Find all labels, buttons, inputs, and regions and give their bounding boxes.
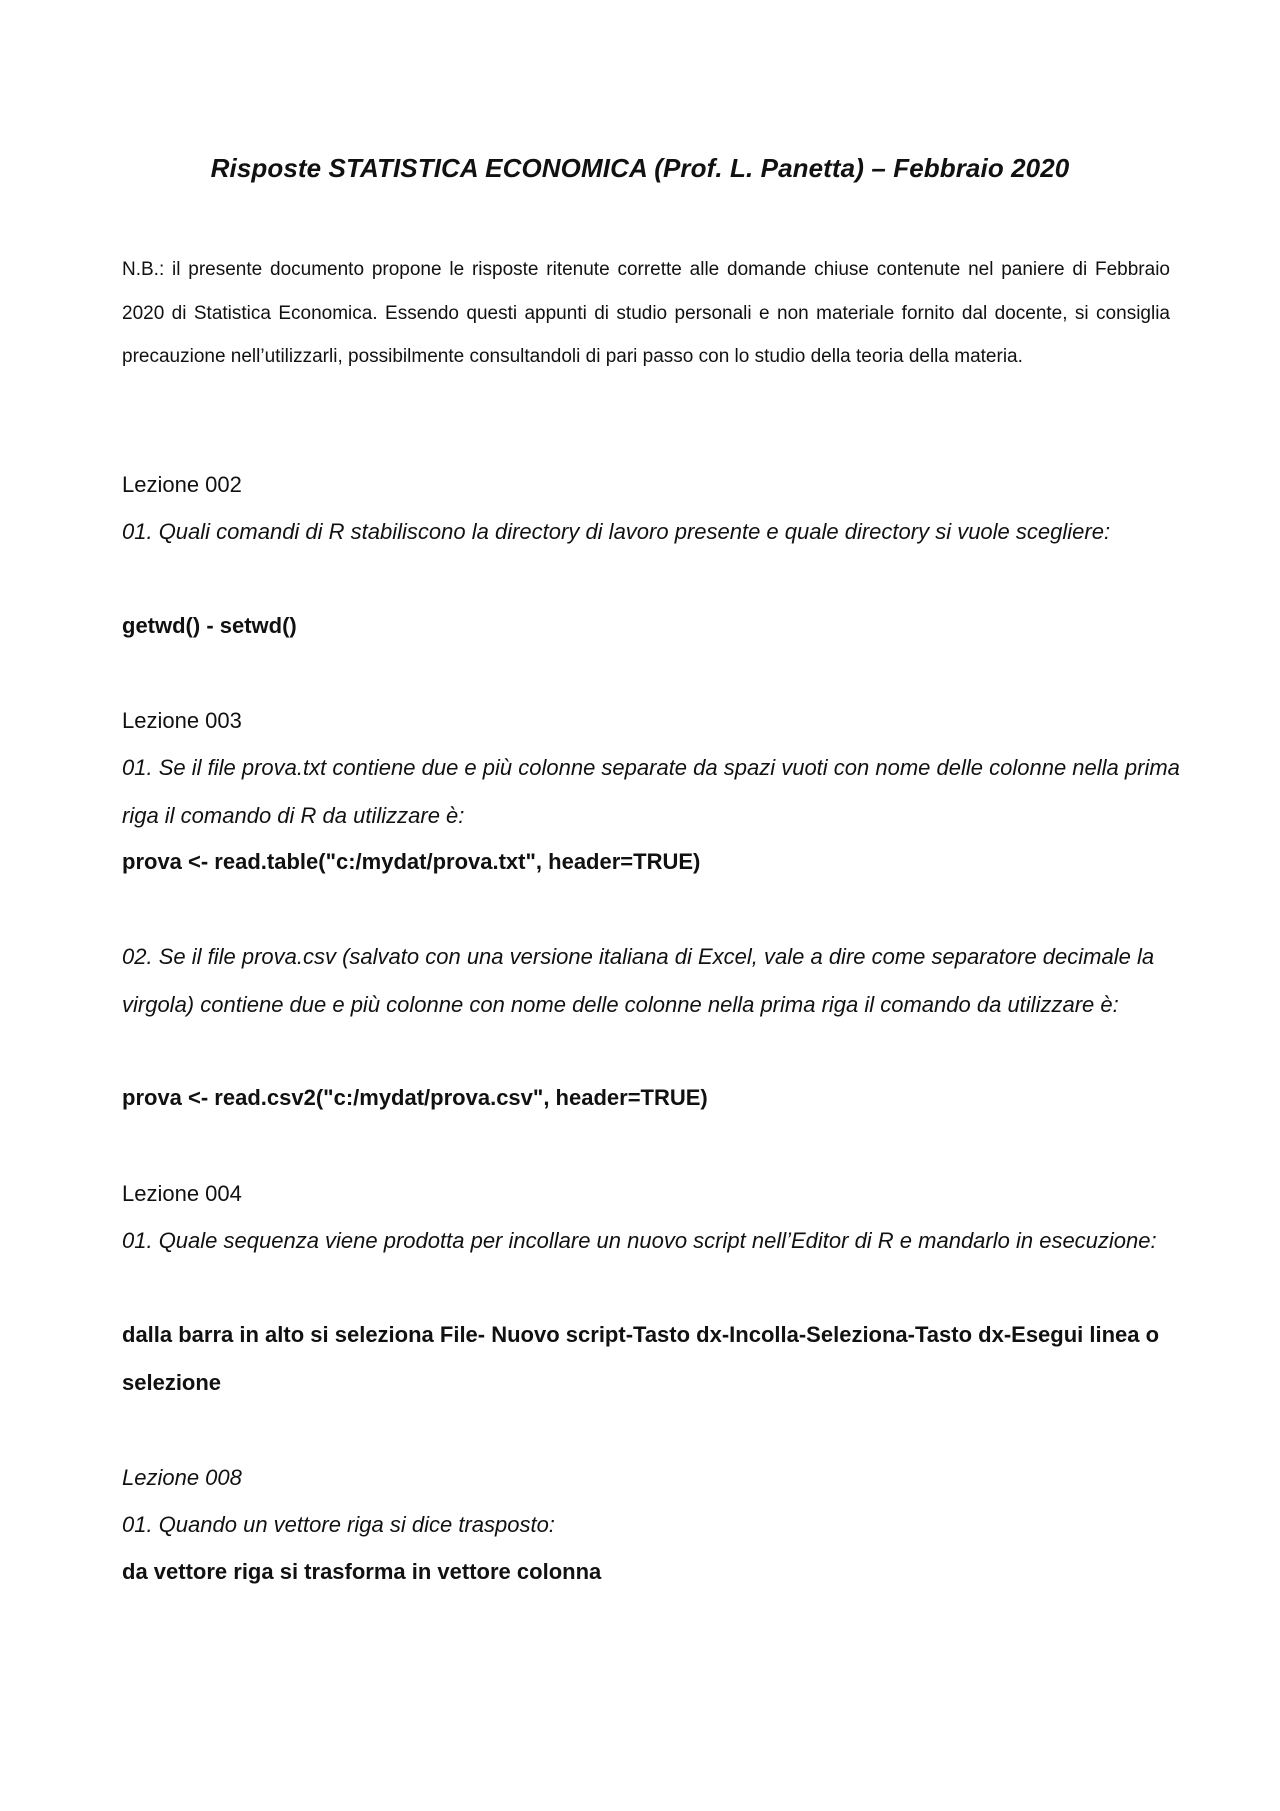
question-text: 02. Se il file prova.csv (salvato con una versione italiana di Excel, vale a dire come separatore decimale la virgola) contiene due e più colonne con nome delle colonne nella prima riga il comando da utilizzare è:: [122, 944, 1155, 1017]
lesson-heading: Lezione 004: [122, 1181, 242, 1206]
lesson-heading: Lezione 008: [122, 1465, 242, 1490]
question-text: 01. Quale sequenza viene prodotta per incollare un nuovo script nell’Editor di R e mandarlo in esecuzione:: [122, 1228, 1157, 1253]
question-text: 01. Quali comandi di R stabiliscono la directory di lavoro presente e quale directory si vuole scegliere:: [122, 519, 1111, 544]
document-title: Risposte STATISTICA ECONOMICA (Prof. L. Panetta) – Febbraio 2020: [210, 153, 1070, 183]
answer-text: getwd() - setwd(): [122, 613, 297, 638]
answer-text: prova <- read.table("c:/mydat/prova.txt", header=TRUE): [122, 849, 701, 874]
answer-text: da vettore riga si trasforma in vettore colonna: [122, 1559, 602, 1584]
question-text: 01. Se il file prova.txt contiene due e più colonne separate da spazi vuoti con nome delle colonne nella prima riga il comando di R da utilizzare è:: [122, 755, 1180, 828]
answer-text: prova <- read.csv2("c:/mydat/prova.csv", header=TRUE): [122, 1085, 708, 1110]
answer-text: dalla barra in alto si seleziona File- Nuovo script-Tasto dx-Incolla-Seleziona-Tasto dx-Esegui linea o selezione: [122, 1322, 1160, 1395]
disclaimer-note: N.B.: il presente documento propone le risposte ritenute corrette alle domande chiuse contenute nel paniere di Febbraio 2020 di Statistica Economica. Essendo questi appunti di studio personali e non materiale fornito dal docente, si consiglia precauzione nell’utilizzarli, possibilmente consultandoli di pari passo con lo studio della teoria della materia.: [122, 259, 1170, 367]
lesson-heading: Lezione 003: [122, 708, 242, 733]
lesson-heading: Lezione 002: [122, 472, 242, 497]
question-text: 01. Quando un vettore riga si dice trasposto:: [122, 1512, 555, 1537]
